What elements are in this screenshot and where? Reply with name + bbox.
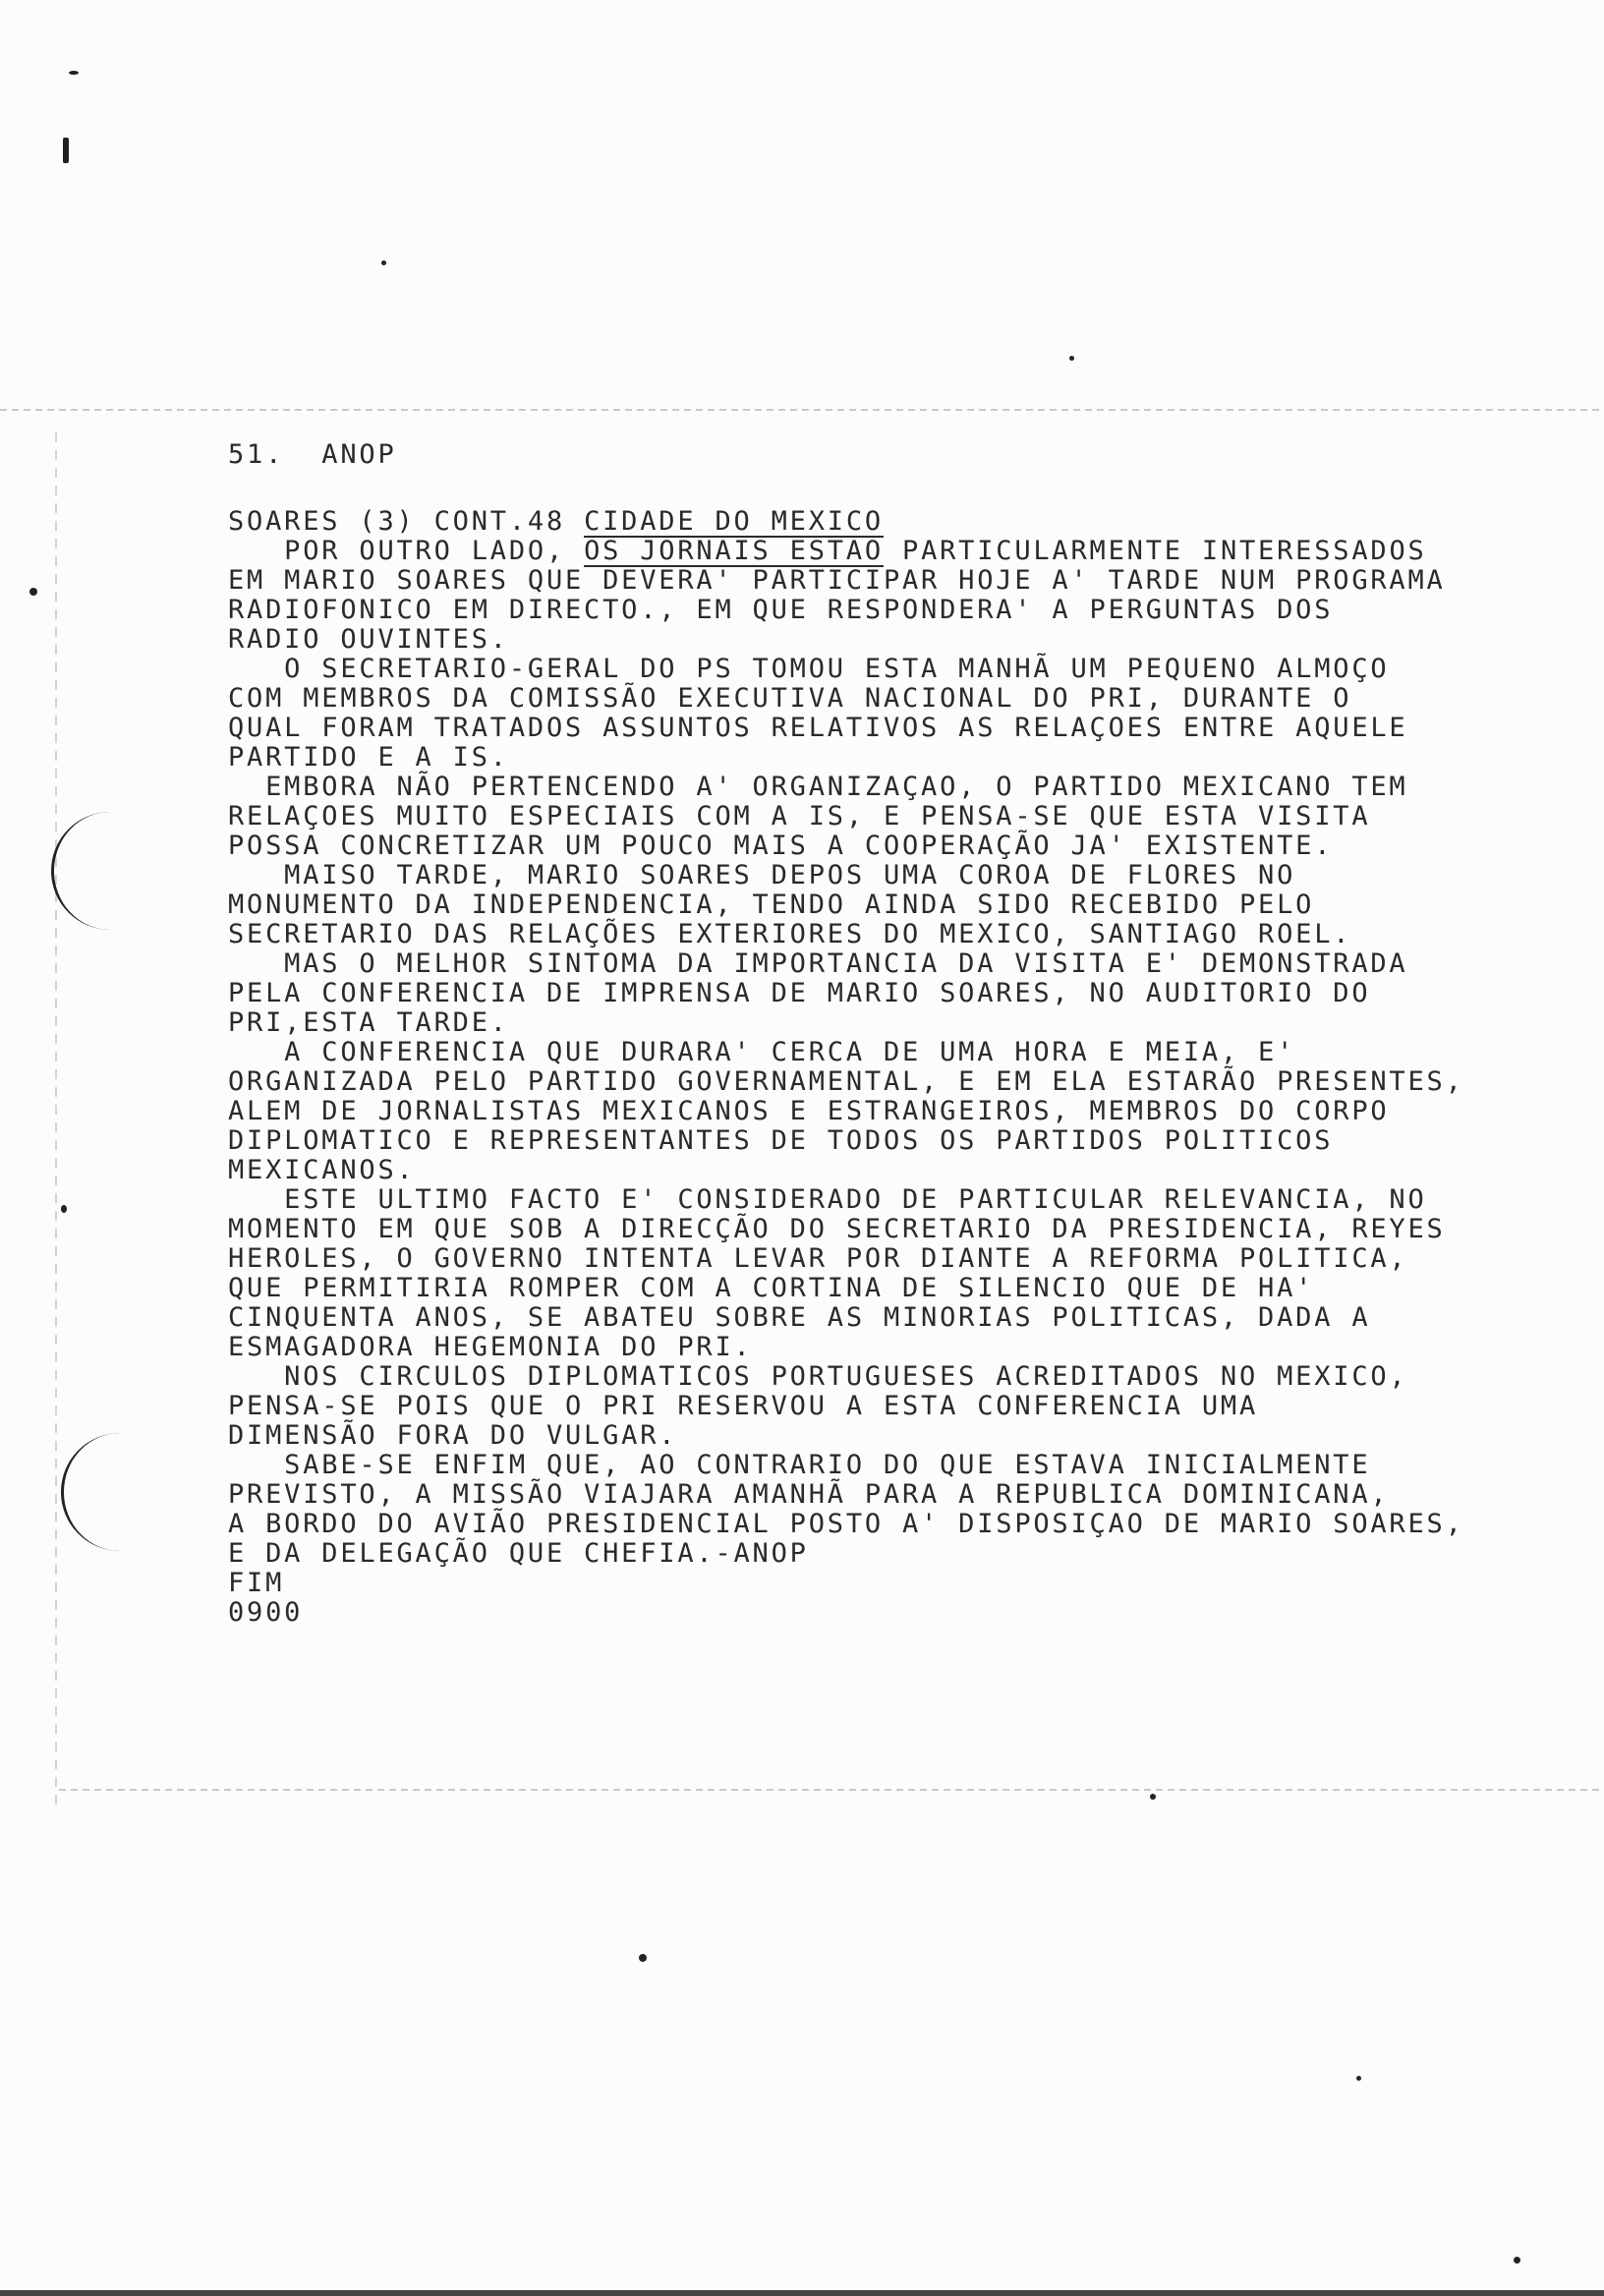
paper-speck	[69, 71, 79, 75]
body-line: COM MEMBROS DA COMISSÃO EXECUTIVA NACIONAL DO PRI, DURANTE O	[228, 683, 1352, 714]
body-line: PREVISTO, A MISSÃO VIAJARA AMANHÃ PARA A REPUBLICA DOMINICANA,	[228, 1479, 1390, 1510]
paper-speck	[29, 588, 37, 596]
slug-prefix: SOARES (3) CONT.48	[228, 506, 585, 537]
message-header	[228, 440, 1565, 470]
fold-line-bottom	[59, 1789, 1604, 1791]
body-line: PARTIDO E A IS.	[228, 742, 509, 773]
transmission-time: 0900	[228, 1597, 304, 1628]
agency-code: ANOP	[321, 439, 397, 470]
body-line: E DA DELEGAÇÃO QUE CHEFIA.-ANOP	[228, 1538, 809, 1569]
body-line: PRI,ESTA TARDE.	[228, 1007, 509, 1038]
body-line: POSSA CONCRETIZAR UM POUCO MAIS A COOPERAÇÃO JA' EXISTENTE.	[228, 831, 1334, 861]
paper-speck	[1356, 2076, 1361, 2081]
telex-message	[228, 440, 1565, 1628]
body-line: SECRETARIO DAS RELAÇÕES EXTERIORES DO MEXICO, SANTIAGO ROEL.	[228, 919, 1352, 949]
punch-hole-lower	[61, 1433, 123, 1551]
paper-speck	[1514, 2257, 1520, 2264]
paper-speck	[63, 138, 69, 163]
message-number: 51.	[228, 439, 285, 470]
body-line: QUAL FORAM TRATADOS ASSUNTOS RELATIVOS AS RELAÇOES ENTRE AQUELE	[228, 713, 1408, 743]
body-line: EMBORA NÃO PERTENCENDO A' ORGANIZAÇAO, O PARTIDO MEXICANO TEM	[228, 772, 1408, 802]
body-line: O SECRETARIO-GERAL DO PS TOMOU ESTA MANHÃ UM PEQUENO ALMOÇO	[228, 654, 1390, 684]
body-line: MOMENTO EM QUE SOB A DIRECÇÃO DO SECRETARIO DA PRESIDENCIA, REYES	[228, 1214, 1446, 1244]
body-line: ALEM DE JORNALISTAS MEXICANOS E ESTRANGEIROS, MEMBROS DO CORPO	[228, 1096, 1390, 1126]
body-line: HEROLES, O GOVERNO INTENTA LEVAR POR DIANTE A REFORMA POLITICA,	[228, 1243, 1408, 1274]
body-line: MAISO TARDE, MARIO SOARES DEPOS UMA COROA DE FLORES NO	[228, 860, 1296, 890]
page-bottom-edge	[0, 2290, 1604, 2296]
body-line: ESTE ULTIMO FACTO E' CONSIDERADO DE PARTICULAR RELEVANCIA, NO	[228, 1184, 1427, 1215]
paper-speck	[639, 1954, 647, 1962]
body-line: A BORDO DO AVIÃO PRESIDENCIAL POSTO A' DISPOSIÇAO DE MARIO SOARES,	[228, 1509, 1464, 1539]
paper-speck	[381, 260, 386, 265]
body-line: DIMENSÃO FORA DO VULGAR.	[228, 1420, 678, 1451]
body-line: MEXICANOS.	[228, 1155, 416, 1185]
body-line: MAS O MELHOR SINTOMA DA IMPORTANCIA DA VISITA E' DEMONSTRADA	[228, 948, 1408, 979]
body-line: POR OUTRO LADO, OS JORNAIS ESTAO PARTICULARMENTE INTERESSADOS	[228, 536, 1427, 566]
body-line: PELA CONFERENCIA DE IMPRENSA DE MARIO SOARES, NO AUDITORIO DO	[228, 978, 1371, 1008]
body-line: NOS CIRCULOS DIPLOMATICOS PORTUGUESES ACREDITADOS NO MEXICO,	[228, 1361, 1408, 1392]
body-line: RELAÇOES MUITO ESPECIAIS COM A IS, E PENSA-SE QUE ESTA VISITA	[228, 801, 1371, 832]
body-line: A CONFERENCIA QUE DURARA' CERCA DE UMA HORA E MEIA, E'	[228, 1037, 1296, 1067]
body-line: EM MARIO SOARES QUE DEVERA' PARTICIPAR HOJE A' TARDE NUM PROGRAMA	[228, 565, 1446, 596]
body-line: RADIO OUVINTES.	[228, 624, 509, 655]
body-line: ESMAGADORA HEGEMONIA DO PRI.	[228, 1332, 753, 1362]
paper-speck	[61, 1205, 67, 1213]
paper-speck	[1069, 356, 1074, 361]
dateline: CIDADE DO MEXICO	[584, 506, 884, 537]
body-line: QUE PERMITIRIA ROMPER COM A CORTINA DE SILENCIO QUE DE HA'	[228, 1273, 1315, 1303]
body-line: MONUMENTO DA INDEPENDENCIA, TENDO AINDA SIDO RECEBIDO PELO	[228, 890, 1315, 920]
body-line: PENSA-SE POIS QUE O PRI RESERVOU A ESTA CONFERENCIA UMA	[228, 1391, 1259, 1421]
body-line: CINQUENTA ANOS, SE ABATEU SOBRE AS MINORIAS POLITICAS, DADA A	[228, 1302, 1371, 1333]
fold-line-top	[0, 409, 1604, 411]
end-mark: FIM	[228, 1568, 285, 1598]
body-line: DIPLOMATICO E REPRESENTANTES DE TODOS OS PARTIDOS POLITICOS	[228, 1125, 1334, 1156]
underlined-phrase: OS JORNAIS ESTAO	[584, 536, 884, 566]
body-line: ORGANIZADA PELO PARTIDO GOVERNAMENTAL, E EM ELA ESTARÃO PRESENTES,	[228, 1066, 1464, 1097]
punch-hole-upper	[51, 812, 113, 930]
slug-line	[228, 507, 1565, 537]
paper-speck	[1150, 1794, 1156, 1800]
body-line: RADIOFONICO EM DIRECTO., EM QUE RESPONDERA' A PERGUNTAS DOS	[228, 595, 1334, 625]
paper-margin-edge	[55, 432, 57, 1808]
body-line: SABE-SE ENFIM QUE, AO CONTRARIO DO QUE ESTAVA INICIALMENTE	[228, 1450, 1371, 1480]
